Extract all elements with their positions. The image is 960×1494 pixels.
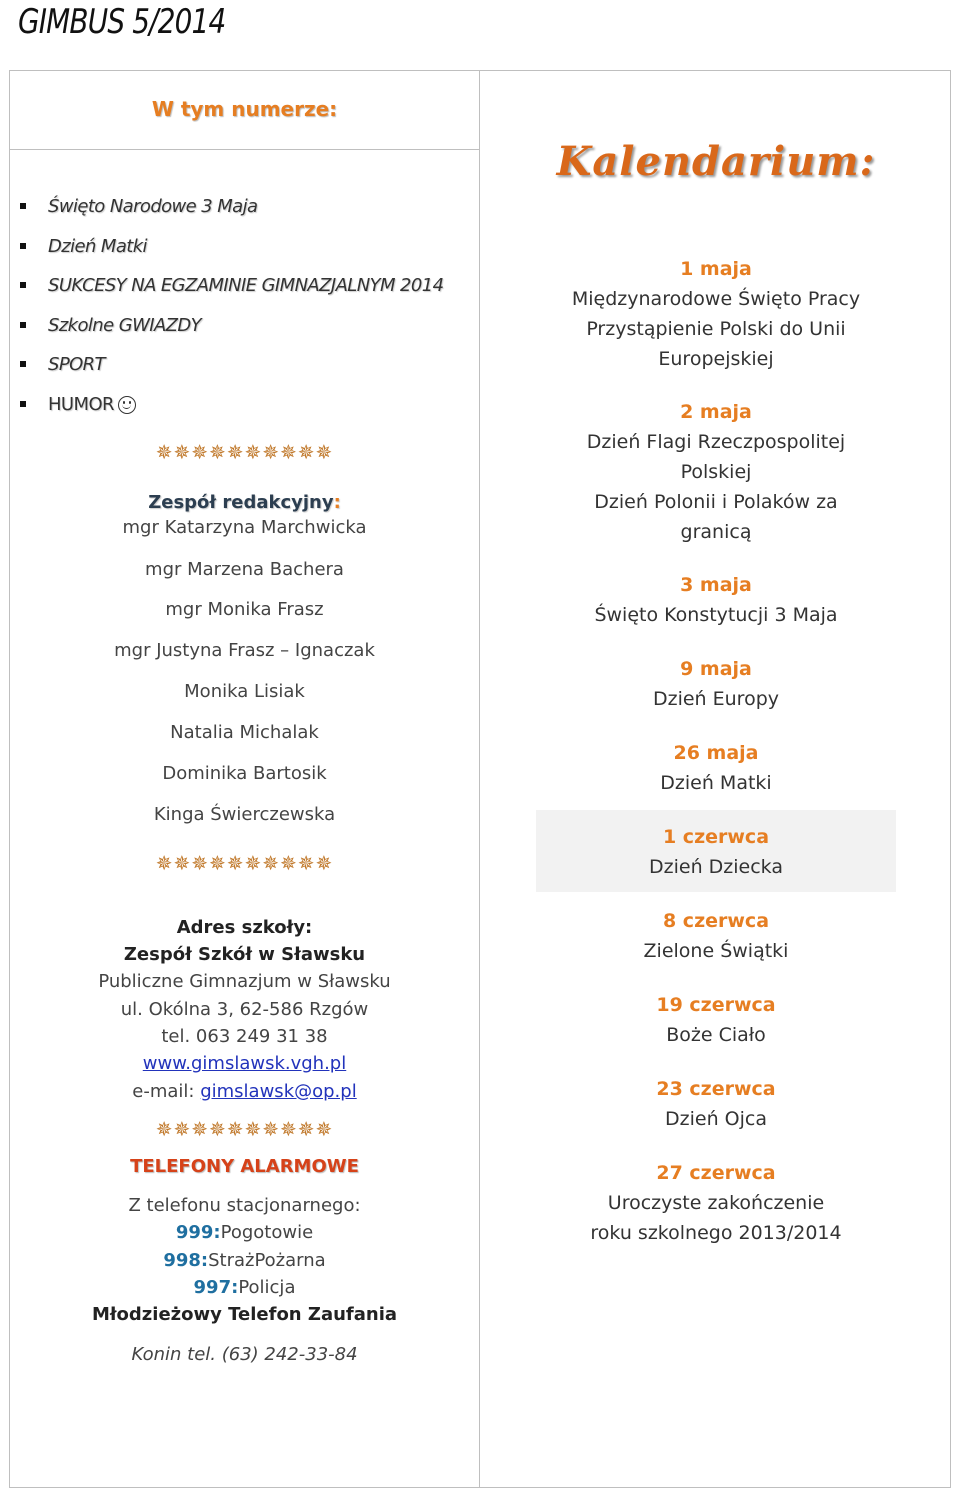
calendar-desc: Dzień Dziecka [649,856,783,878]
address-heading: Adres szkoły: [176,917,313,938]
calendar-desc: Dzień Ojca [665,1108,767,1130]
bullet-icon [20,203,26,209]
calendar-desc: Święto Konstytucji 3 Maja [594,604,838,626]
calendar-date: 1 czerwca [662,826,770,848]
star-divider: ✵✵✵✵✵✵✵✵✵✵ [155,851,334,875]
team-member: Dominika Bartosik [162,763,327,784]
bullet-icon [20,243,26,249]
team-member: mgr Katarzyna Marchwicka [122,517,367,538]
emergency-heading: TELEFONY ALARMOWE [130,1156,359,1177]
calendar-date: 19 czerwca [656,994,776,1016]
issue-item: HUMOR [18,394,443,434]
calendar-desc: Dzień Polonii i Polaków za [594,491,838,513]
calendar-date: 9 maja [680,658,752,680]
calendar-date: 2 maja [680,401,752,423]
emergency-intro: Z telefonu stacjonarnego: [128,1195,361,1216]
issue-item: Święto Narodowe 3 Maja [18,196,443,236]
email-row: e-mail: gimslawsk@op.pl [132,1081,357,1102]
calendar-date: 1 maja [680,258,752,280]
team-member: Monika Lisiak [184,681,305,702]
team-heading: Zespół redakcyjny: [148,492,341,513]
website-row [9,1053,480,1074]
bullet-icon [20,282,26,288]
calendar-date: 8 czerwca [662,910,770,932]
team-member: mgr Marzena Bachera [145,559,344,580]
calendar-date: 26 maja [673,742,759,764]
team-member: mgr Monika Frasz [165,599,324,620]
calendar-entry [536,254,896,374]
calendar-title: Kalendarium: [556,138,876,185]
bullet-icon [20,322,26,328]
calendar-entry [536,397,896,547]
emergency-number: 997:Policja [193,1277,296,1298]
calendar-desc: Boże Ciało [666,1024,766,1046]
star-divider: ✵✵✵✵✵✵✵✵✵✵ [155,1117,334,1141]
team-member: Natalia Michalak [170,722,319,743]
calendar-entry [536,570,896,630]
calendar-date: 23 czerwca [656,1078,776,1100]
school-unit: Publiczne Gimnazjum w Sławsku [98,971,391,992]
calendar-desc: Polskiej [680,461,752,483]
calendar-desc: Europejskiej [658,348,774,370]
newsletter-title: GIMBUS 5/2014 [18,2,226,42]
smiley-icon [118,396,136,414]
calendar-entry [536,654,896,714]
school-street: ul. Okólna 3, 62-586 Rzgów [120,999,369,1020]
calendar-desc: Dzień Matki [660,772,772,794]
in-this-issue-heading: W tym numerze: [151,97,338,121]
issue-list [18,196,443,433]
calendar-entry [536,738,896,798]
calendar-desc: Międzynarodowe Święto Pracy [571,288,861,310]
website-link[interactable]: www.gimslawsk.vgh.pl [142,1053,347,1074]
issue-item: Dzień Matki [18,236,443,276]
calendar-entry [536,1074,896,1134]
bullet-icon [20,401,26,407]
calendar-entry-highlighted [536,810,896,892]
email-link[interactable]: gimslawsk@op.pl [200,1081,357,1102]
calendar-entry [536,990,896,1050]
calendar-desc: Dzień Europy [652,688,780,710]
calendar-date: 3 maja [680,574,752,596]
calendar-entry [536,906,896,966]
emergency-number: 999:Pogotowie [175,1222,314,1243]
calendar-desc: Przystąpienie Polski do Unii [586,318,846,340]
calendar-desc: Zielone Świątki [643,940,789,962]
emergency-number: 998:StrażPożarna [163,1250,326,1271]
calendar-desc: granicą [680,521,752,543]
calendar-desc: Dzień Flagi Rzeczpospolitej [586,431,846,453]
calendar-date: 27 czerwca [656,1162,776,1184]
calendar-entry [536,1158,896,1248]
school-name: Zespół Szkół w Sławsku [123,944,366,965]
youth-helpline: Młodzieżowy Telefon Zaufania [91,1304,398,1325]
issue-item: SPORT [18,354,443,394]
team-member: Kinga Świerczewska [153,804,336,825]
issue-item: SUKCESY NA EGZAMINIE GIMNAZJALNYM 2014 [18,275,443,315]
bullet-icon [20,361,26,367]
issue-item: Szkolne GWIAZDY [18,315,443,355]
school-phone: tel. 063 249 31 38 [161,1026,328,1047]
konin-phone: Konin tel. (63) 242-33-84 [131,1344,358,1365]
team-member: mgr Justyna Frasz – Ignaczak [114,640,375,661]
star-divider: ✵✵✵✵✵✵✵✵✵✵ [155,440,334,464]
calendar-desc: Uroczyste zakończenie [607,1192,825,1214]
calendar-desc: roku szkolnego 2013/2014 [590,1222,842,1244]
